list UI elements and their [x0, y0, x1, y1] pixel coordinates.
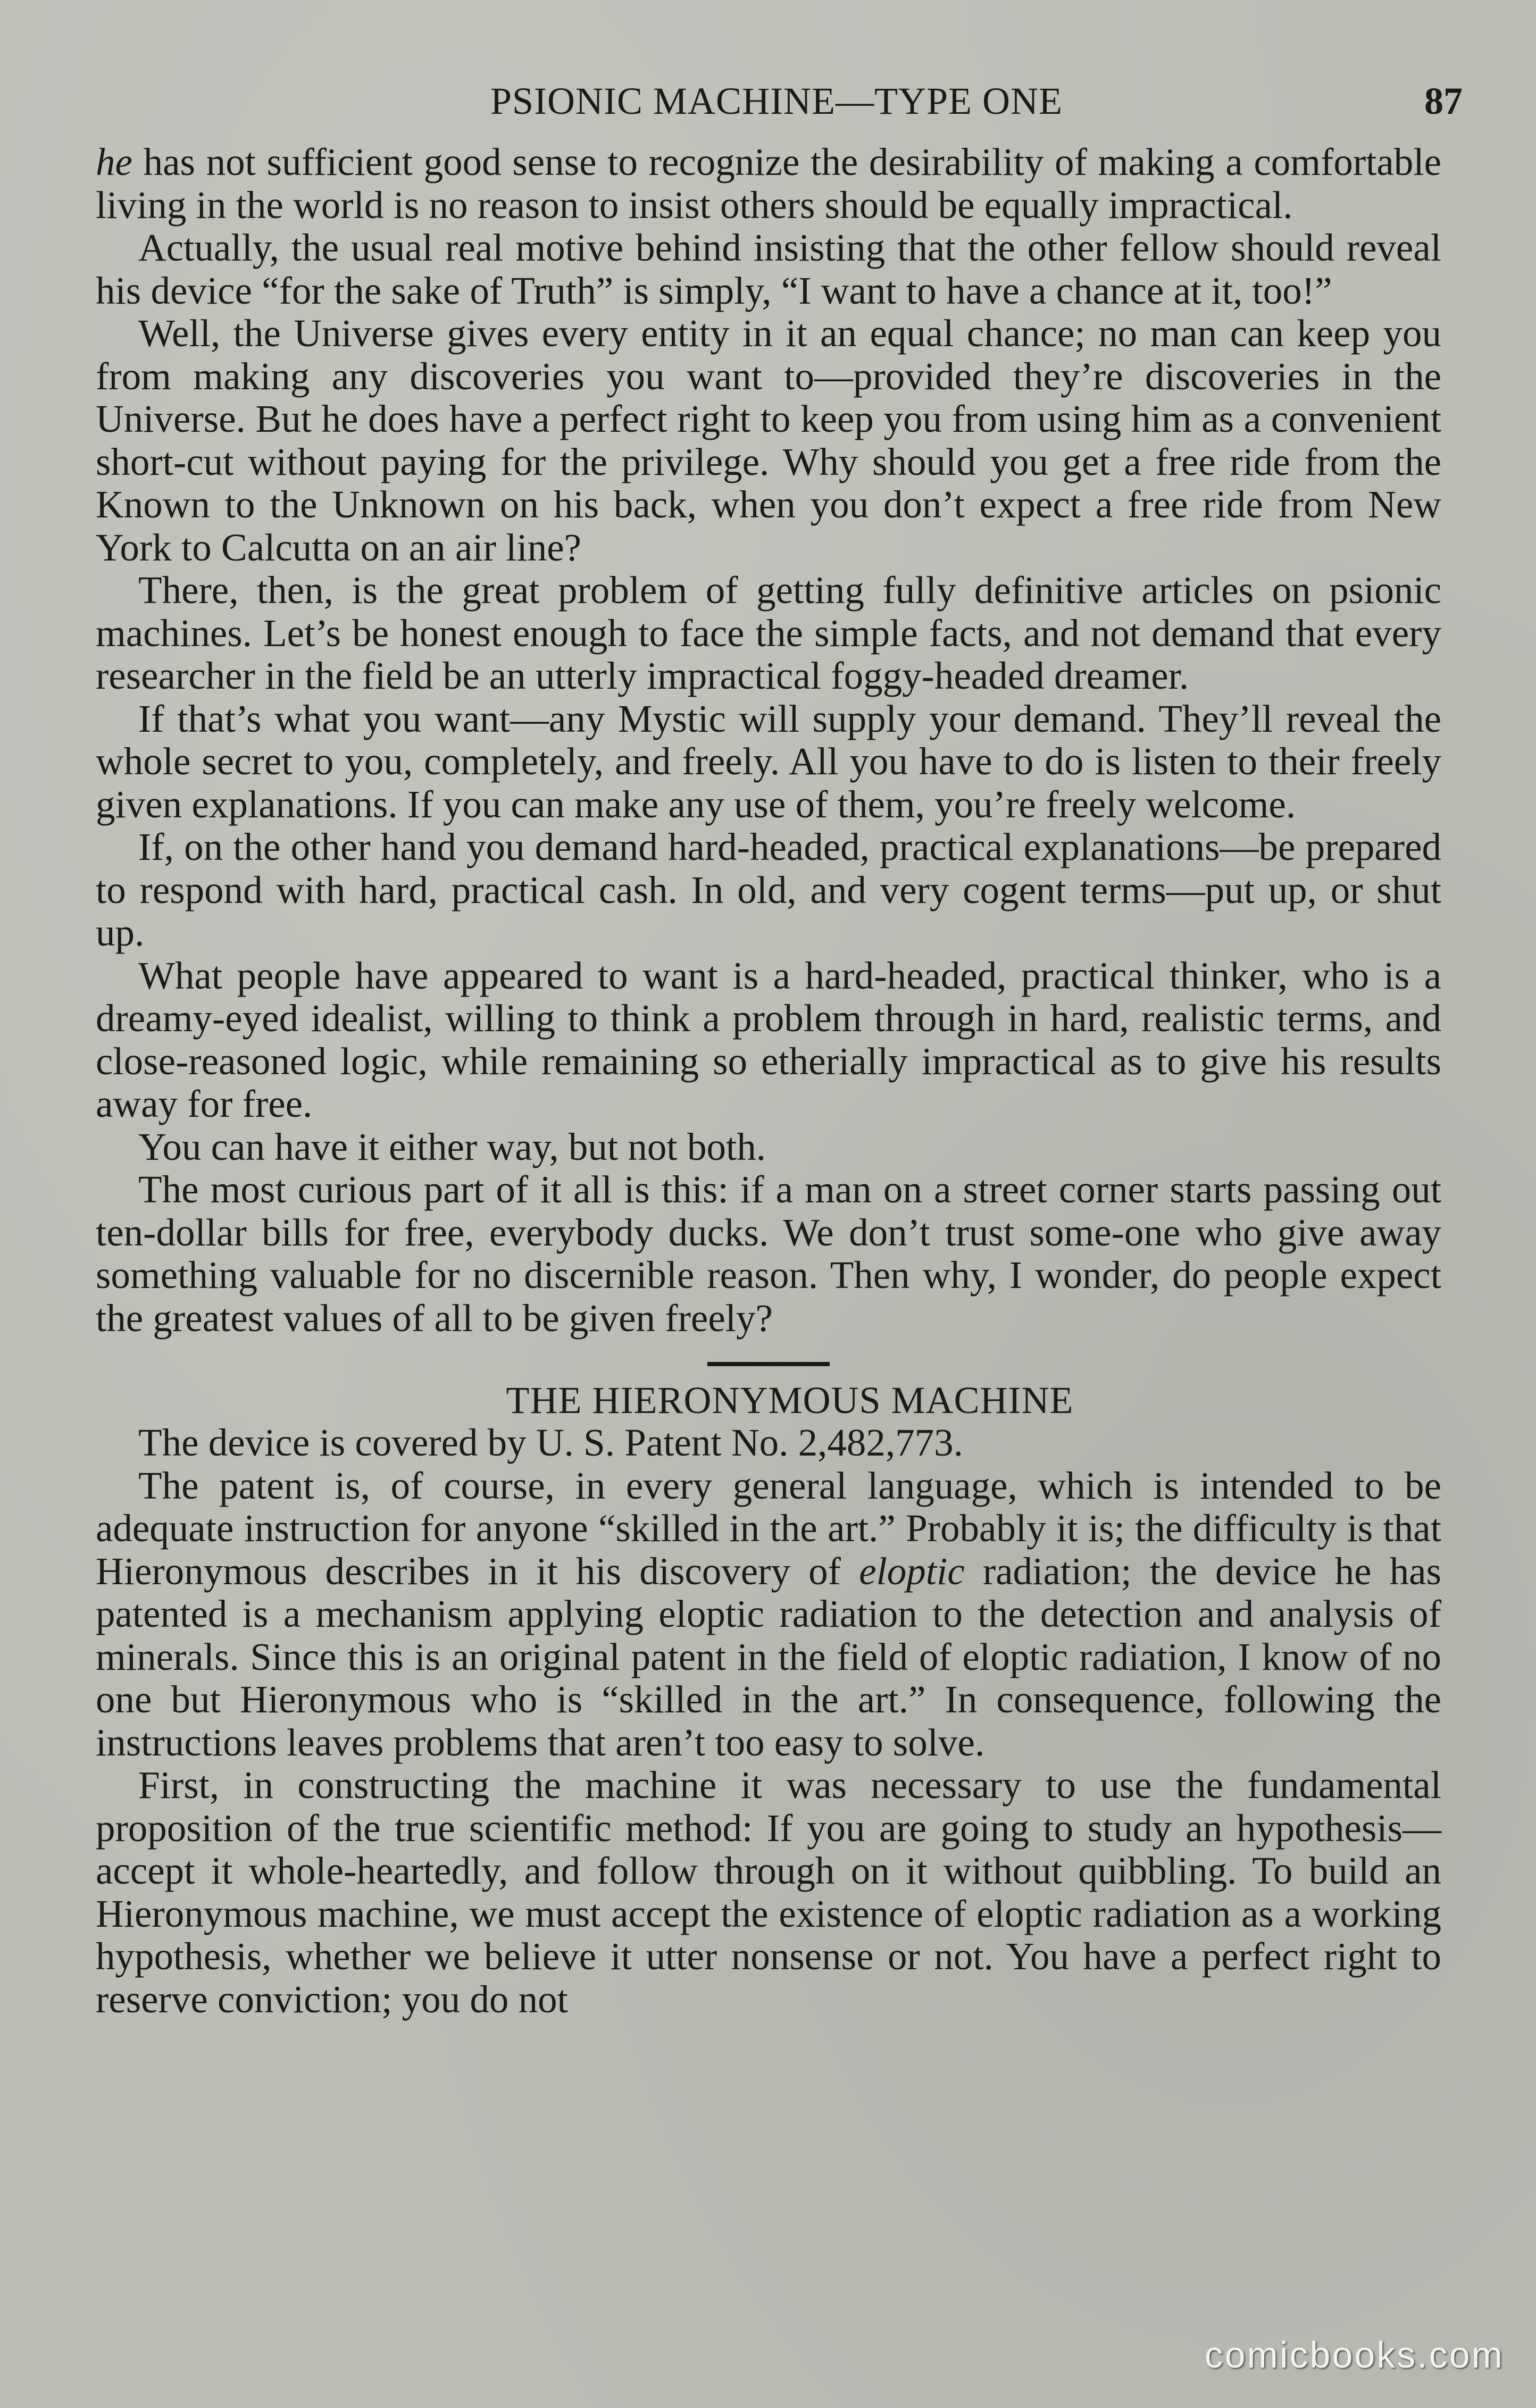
- running-head: PSIONIC MACHINE—TYPE ONE: [490, 80, 1063, 122]
- section-divider: [707, 1362, 830, 1366]
- paragraph-text: has not sufficient good sense to recognize the desirability of making a comfortable living in the world is no reason to insist others should be equally impractical.: [96, 140, 1441, 227]
- paragraph-text: radiation; the device he has patented is a mechanism applying eloptic radiation to the detection and analysis of minerals. Since this is an original patent in the field of eloptic radiation, I know of no one but Hieronymous who is “skilled in the art.” In consequence, following the instructions leaves problems that aren’t too easy to solve.: [96, 1549, 1441, 1764]
- italic-word: he: [96, 140, 132, 183]
- page-number: 87: [1424, 80, 1463, 122]
- paragraph-text: The patent is, of course, in every general language, which is intended to be adequate instruction for anyone “skilled in the art.” Probably it is; the difficulty is that Hieronymous describes in it his discovery of: [96, 1464, 1441, 1593]
- paragraph: [96, 141, 1441, 227]
- italic-word: eloptic: [859, 1549, 965, 1593]
- paragraph: If that’s what you want—any Mystic will supply your demand. They’ll reveal the whole secret to you, completely, and freely. All you have to do is listen to their freely given explanations. If you can make any use of them, you’re freely welcome.: [96, 697, 1441, 826]
- paragraph: You can have it either way, but not both.: [138, 1125, 766, 1168]
- paragraph: The most curious part of it all is this: if a man on a street corner starts passing out ten-dollar bills for free, everybody ducks. We don’t trust some-one who give away something valuable for no discernible reason. Then why, I wonder, do people expect the greatest values of all to be given freely?: [96, 1168, 1441, 1340]
- watermark: comicbooks.com: [1204, 2334, 1504, 2376]
- page-header: [96, 74, 1463, 128]
- paragraph: First, in constructing the machine it was necessary to use the fundamental proposition of the true scientific method: If you are going to study an hypothesis—accept it whole-heartedly, and follow through on it without quibbling. To build an Hieronymous machine, we must accept the existence of eloptic radiation as a working hypothesis, whether we believe it utter nonsense or not. You have a perfect right to reserve conviction; you do not: [96, 1763, 1441, 2021]
- paragraph: Actually, the usual real motive behind insisting that the other fellow should reveal his device “for the sake of Truth” is simply, “I want to have a chance at it, too!”: [96, 226, 1441, 312]
- paragraph: What people have appeared to want is a hard-headed, practical thinker, who is a dreamy-eyed idealist, willing to think a problem through in hard, realistic terms, and close-reasoned logic, while remaining so etherially impractical as to give his results away for free.: [96, 954, 1441, 1125]
- paragraph: There, then, is the great problem of getting fully definitive articles on psionic machines. Let’s be honest enough to face the simple facts, and not demand that every researcher in the field be an utterly impractical foggy-headed dreamer.: [96, 568, 1441, 697]
- section-heading: THE HIERONYMOUS MACHINE: [506, 1379, 1074, 1422]
- paragraph: [96, 1465, 1441, 1765]
- paragraph: The device is covered by U. S. Patent No. 2,482,773.: [138, 1421, 963, 1464]
- paragraph: Well, the Universe gives every entity in it an equal chance; no man can keep you from making any discoveries you want to—provided they’re discoveries in the Universe. But he does have a perfect right to keep you from using him as a convenient short-cut without paying for the privilege. Why should you get a free ride from the Known to the Unknown on his back, when you don’t expect a free ride from New York to Calcutta on an air line?: [96, 312, 1441, 569]
- body-text: [96, 141, 1441, 2021]
- paragraph: If, on the other hand you demand hard-headed, practical explanations—be prepared to respond with hard, practical cash. In old, and very cogent terms—put up, or shut up.: [96, 825, 1441, 954]
